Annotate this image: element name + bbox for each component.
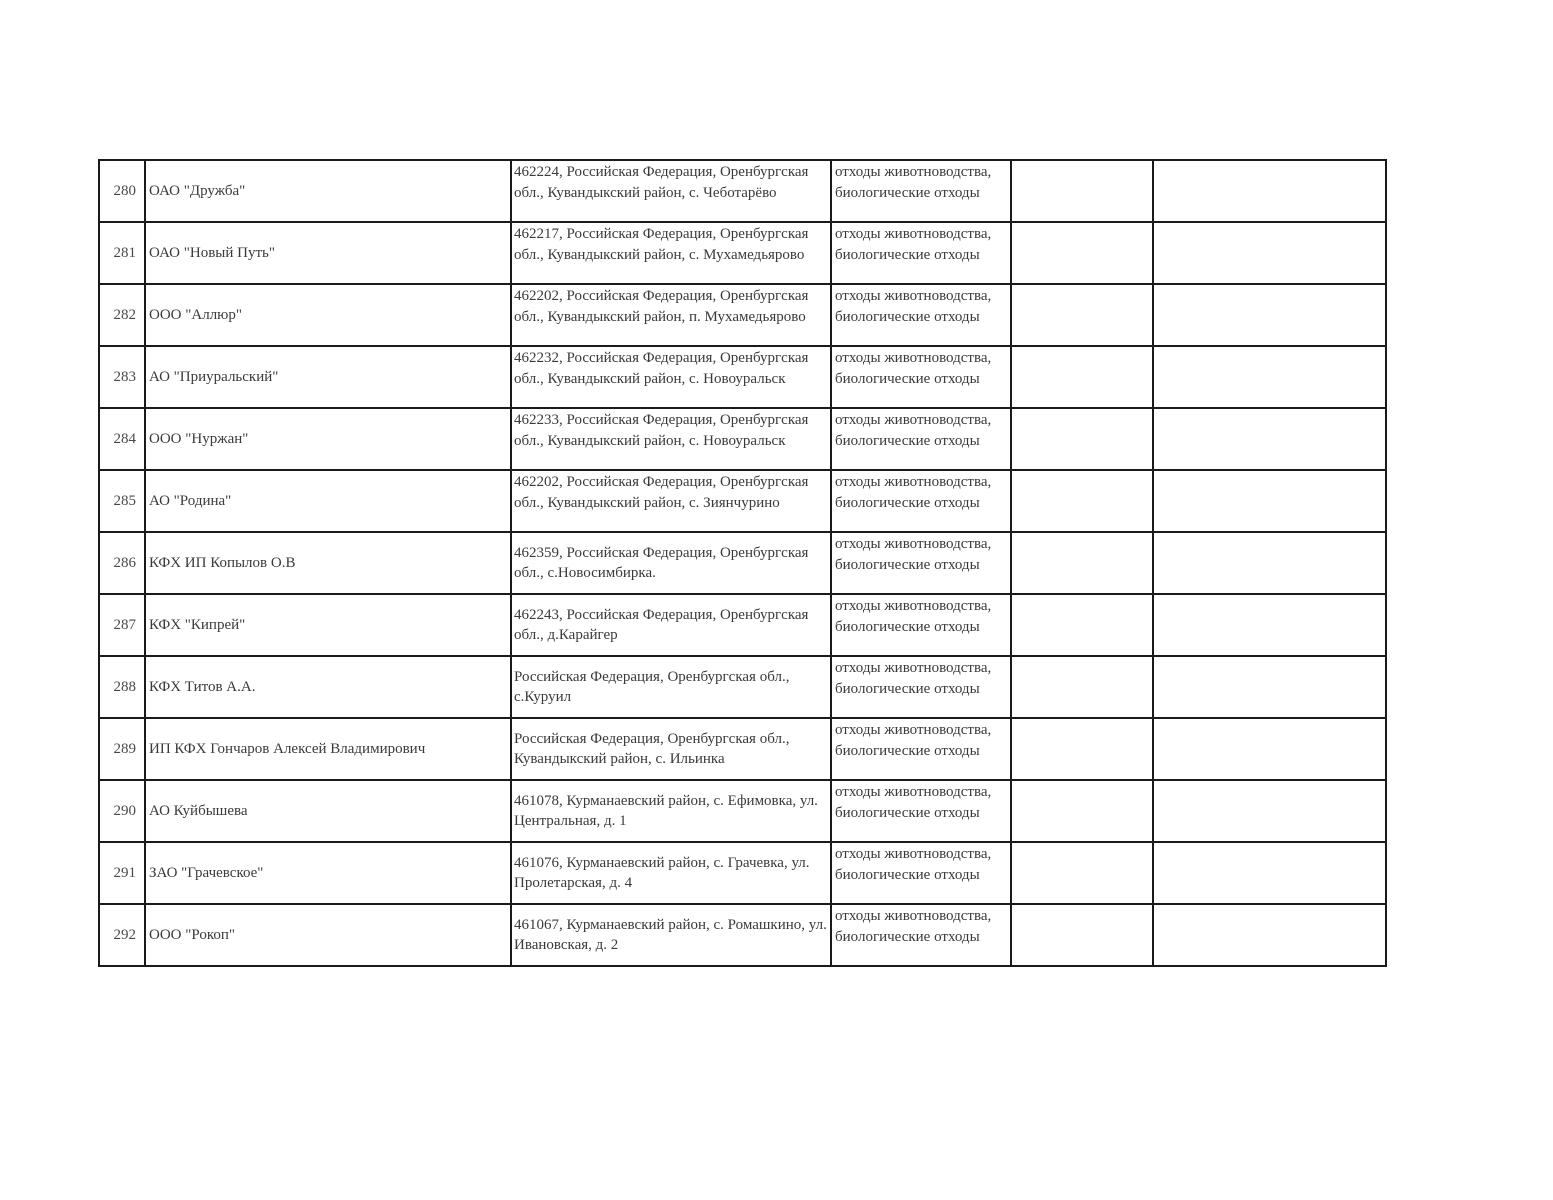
organization-name: КФХ Титов А.А. [145, 656, 511, 718]
organization-address: 462359, Российская Федерация, Оренбургская обл., с.Новосимбирка. [511, 532, 831, 594]
organization-name: АО Куйбышева [145, 780, 511, 842]
empty-cell [1153, 284, 1386, 346]
empty-cell [1011, 656, 1153, 718]
empty-cell [1011, 346, 1153, 408]
organization-name: АО "Родина" [145, 470, 511, 532]
table-row [99, 842, 1386, 904]
table-row [99, 284, 1386, 346]
row-number: 292 [99, 904, 145, 966]
waste-type: отходы животноводства, биологические отходы [831, 718, 1011, 780]
row-number: 288 [99, 656, 145, 718]
waste-type: отходы животноводства, биологические отходы [831, 780, 1011, 842]
row-number: 284 [99, 408, 145, 470]
registry-table-sheet [98, 159, 1385, 967]
organization-name: ООО "Рокоп" [145, 904, 511, 966]
organization-name: ЗАО "Грачевское" [145, 842, 511, 904]
waste-type: отходы животноводства, биологические отходы [831, 594, 1011, 656]
waste-type: отходы животноводства, биологические отходы [831, 842, 1011, 904]
row-number: 289 [99, 718, 145, 780]
empty-cell [1153, 408, 1386, 470]
empty-cell [1011, 842, 1153, 904]
organization-address: 462243, Российская Федерация, Оренбургская обл., д.Карайгер [511, 594, 831, 656]
organization-name: ОАО "Дружба" [145, 160, 511, 222]
organization-address: 462224, Российская Федерация, Оренбургская обл., Кувандыкский район, с. Чеботарёво [511, 160, 831, 222]
organization-address: Российская Федерация, Оренбургская обл., с.Куруил [511, 656, 831, 718]
organization-name: ООО "Аллюр" [145, 284, 511, 346]
empty-cell [1153, 160, 1386, 222]
empty-cell [1011, 718, 1153, 780]
row-number: 290 [99, 780, 145, 842]
empty-cell [1153, 780, 1386, 842]
waste-type: отходы животноводства, биологические отходы [831, 160, 1011, 222]
table-row [99, 470, 1386, 532]
row-number: 291 [99, 842, 145, 904]
empty-cell [1011, 780, 1153, 842]
organization-address: 461078, Курманаевский район, с. Ефимовка, ул. Центральная, д. 1 [511, 780, 831, 842]
empty-cell [1153, 842, 1386, 904]
empty-cell [1011, 470, 1153, 532]
empty-cell [1153, 656, 1386, 718]
waste-type: отходы животноводства, биологические отходы [831, 284, 1011, 346]
empty-cell [1011, 532, 1153, 594]
empty-cell [1153, 346, 1386, 408]
organization-address: 462233, Российская Федерация, Оренбургская обл., Кувандыкский район, с. Новоуральск [511, 408, 831, 470]
waste-type: отходы животноводства, биологические отходы [831, 904, 1011, 966]
table-row [99, 222, 1386, 284]
row-number: 281 [99, 222, 145, 284]
empty-cell [1011, 904, 1153, 966]
waste-registry-table [98, 159, 1387, 967]
organization-address: 462202, Российская Федерация, Оренбургская обл., Кувандыкский район, п. Мухамедьярово [511, 284, 831, 346]
organization-name: ООО "Нуржан" [145, 408, 511, 470]
table-row [99, 904, 1386, 966]
row-number: 282 [99, 284, 145, 346]
table-row [99, 532, 1386, 594]
table-row [99, 718, 1386, 780]
row-number: 283 [99, 346, 145, 408]
empty-cell [1011, 160, 1153, 222]
row-number: 280 [99, 160, 145, 222]
organization-address: Российская Федерация, Оренбургская обл., Кувандыкский район, с. Ильинка [511, 718, 831, 780]
waste-type: отходы животноводства, биологические отходы [831, 408, 1011, 470]
row-number: 287 [99, 594, 145, 656]
waste-type: отходы животноводства, биологические отходы [831, 222, 1011, 284]
waste-type: отходы животноводства, биологические отходы [831, 346, 1011, 408]
organization-address: 462232, Российская Федерация, Оренбургская обл., Кувандыкский район, с. Новоуральск [511, 346, 831, 408]
empty-cell [1011, 408, 1153, 470]
empty-cell [1011, 594, 1153, 656]
empty-cell [1011, 222, 1153, 284]
waste-type: отходы животноводства, биологические отходы [831, 656, 1011, 718]
empty-cell [1153, 470, 1386, 532]
organization-address: 461076, Курманаевский район, с. Грачевка, ул. Пролетарская, д. 4 [511, 842, 831, 904]
table-body [99, 160, 1386, 966]
organization-name: ИП КФХ Гончаров Алексей Владимирович [145, 718, 511, 780]
organization-name: КФХ "Кипрей" [145, 594, 511, 656]
empty-cell [1011, 284, 1153, 346]
table-row [99, 346, 1386, 408]
table-row [99, 160, 1386, 222]
waste-type: отходы животноводства, биологические отходы [831, 470, 1011, 532]
row-number: 285 [99, 470, 145, 532]
organization-name: ОАО "Новый Путь" [145, 222, 511, 284]
organization-name: КФХ ИП Копылов О.В [145, 532, 511, 594]
table-row [99, 594, 1386, 656]
empty-cell [1153, 904, 1386, 966]
table-row [99, 780, 1386, 842]
organization-address: 462217, Российская Федерация, Оренбургская обл., Кувандыкский район, с. Мухамедьярово [511, 222, 831, 284]
organization-address: 461067, Курманаевский район, с. Ромашкино, ул. Ивановская, д. 2 [511, 904, 831, 966]
empty-cell [1153, 222, 1386, 284]
empty-cell [1153, 532, 1386, 594]
waste-type: отходы животноводства, биологические отходы [831, 532, 1011, 594]
table-row [99, 408, 1386, 470]
organization-name: АО "Приуральский" [145, 346, 511, 408]
row-number: 286 [99, 532, 145, 594]
table-row [99, 656, 1386, 718]
organization-address: 462202, Российская Федерация, Оренбургская обл., Кувандыкский район, с. Зиянчурино [511, 470, 831, 532]
empty-cell [1153, 718, 1386, 780]
empty-cell [1153, 594, 1386, 656]
